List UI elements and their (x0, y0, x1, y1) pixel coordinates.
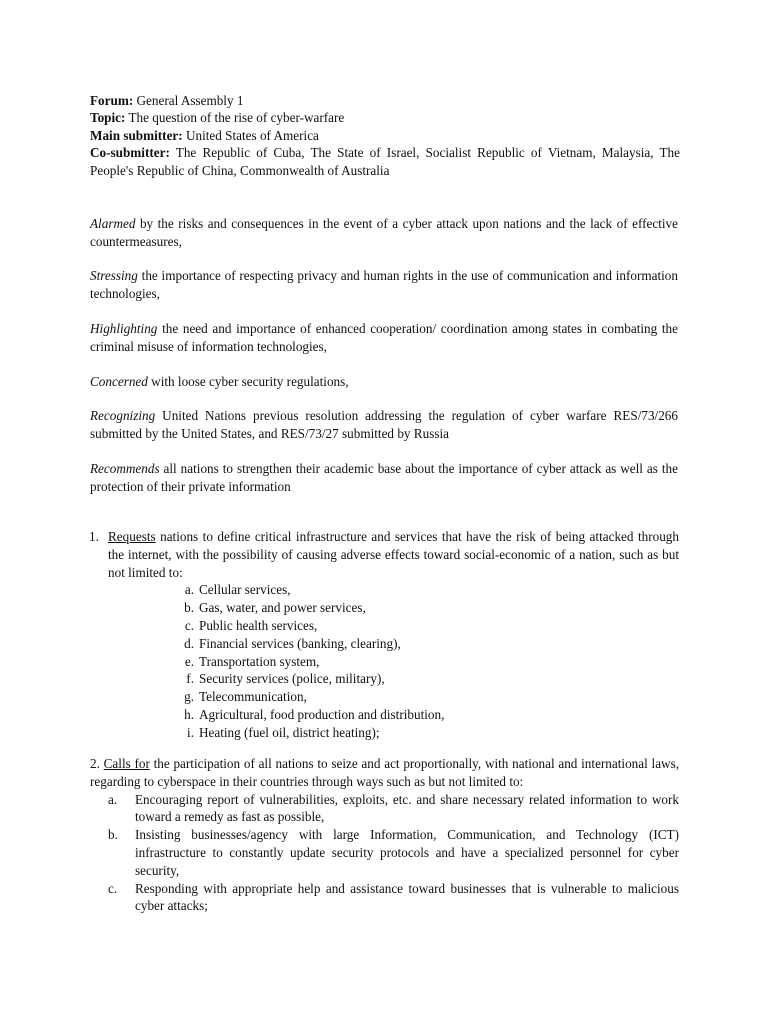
item-text: Heating (fuel oil, district heating); (199, 724, 380, 740)
item-marker: f. (186, 671, 194, 687)
list-item (108, 670, 679, 688)
item-text: Agricultural, food production and distribution, (199, 706, 445, 722)
clause-number: 1. (89, 529, 99, 544)
item-text: Cellular services, (199, 582, 291, 598)
clause-text: all nations to strengthen their academic base about the importance of cyber attack as well as the protection of their private information (90, 461, 678, 494)
item-marker: b. (184, 600, 194, 616)
item-marker: b. (108, 827, 118, 843)
clause-text: the need and importance of enhanced cooperation/ coordination among states in combating the criminal misuse of information technologies, (90, 321, 678, 354)
co-submitter-value: The Republic of Cuba, The State of Israel, Socialist Republic of Vietnam, Malaysia, The People's Republic of China, Commonwealth of Australia (90, 145, 680, 178)
preamble-clause-concerned (90, 373, 678, 391)
item-marker: c. (108, 880, 118, 896)
item-marker: i. (187, 724, 194, 740)
item-text: Responding with appropriate help and assistance toward businesses that is vulnerable to malicious cyber attacks; (135, 880, 679, 914)
clause-lead: Alarmed (90, 216, 136, 231)
item-marker: a. (108, 791, 118, 807)
list-item (108, 635, 679, 653)
list-item (108, 706, 679, 724)
item-text: Security services (police, military), (199, 671, 385, 687)
clause-number: 2. (90, 756, 100, 771)
forum-value: General Assembly 1 (136, 93, 244, 108)
clause-text-block (90, 755, 679, 791)
preamble-clause-recognizing (90, 407, 678, 443)
item-marker: h. (184, 706, 194, 722)
preamble-clause-highlighting (90, 320, 678, 356)
operative-clause-1 (89, 528, 679, 742)
list-item (108, 724, 679, 742)
clause-text: with loose cyber security regulations, (147, 374, 349, 389)
preamble-clause-alarmed (90, 215, 678, 251)
list-item (108, 653, 679, 671)
clause-lead: Concerned (90, 374, 148, 389)
clause-text-block (108, 528, 679, 581)
list-item (108, 617, 679, 635)
co-submitter-label: Co-submitter: (90, 145, 170, 161)
list-item (108, 581, 679, 599)
clause-lead: Highlighting (90, 321, 158, 336)
clause-lead: Calls for (103, 756, 150, 771)
operative-clause-2 (90, 755, 679, 915)
co-submitter-line (90, 144, 680, 179)
clause-text: the importance of respecting privacy and human rights in the use of communication and information technologies, (90, 268, 678, 301)
list-item (90, 826, 679, 879)
preamble-clause-stressing (90, 267, 678, 303)
list-item (108, 688, 679, 706)
item-text: Insisting businesses/agency with large Information, Communication, and Technology (ICT) infrastructure to constantly update security protocols and have a specialized personnel for cyber security, (135, 827, 679, 878)
main-submitter-line (90, 127, 680, 144)
main-submitter-value: United States of America (185, 127, 319, 143)
clause-body (108, 528, 679, 742)
clause-text: by the risks and consequences in the event of a cyber attack upon nations and the lack of effective countermeasures, (90, 216, 678, 249)
list-item (108, 599, 679, 617)
main-submitter-label: Main submitter: (90, 127, 183, 143)
list-item (90, 880, 679, 916)
clause-lead: Recognizing (90, 408, 156, 423)
clause-text: the participation of all nations to seize and act proportionally, with national and international laws, regarding to cyberspace in their countries through ways such as but not limited to: (90, 756, 679, 789)
item-marker: c. (184, 617, 194, 633)
list-item (90, 791, 679, 827)
clause-lead: Stressing (90, 268, 138, 283)
item-marker: e. (184, 653, 194, 669)
subclause-list (90, 791, 679, 916)
topic-line (90, 109, 680, 126)
item-text: Public health services, (199, 617, 318, 633)
clause-lead: Requests (108, 529, 156, 544)
subclause-list (108, 581, 679, 741)
item-marker: g. (184, 689, 194, 705)
clause-text: nations to define critical infrastructure and services that have the risk of being attacked through the internet, with the possibility of causing adverse effects toward social-economic of a nation, such as but not limited to: (108, 529, 679, 580)
item-text: Telecommunication, (199, 689, 307, 705)
resolution-header (90, 92, 680, 179)
item-text: Transportation system, (199, 653, 320, 669)
item-text: Financial services (banking, clearing), (199, 635, 401, 651)
forum-label: Forum: (90, 93, 134, 108)
item-text: Encouraging report of vulnerabilities, exploits, etc. and share necessary related information to work toward a remedy as fast as possible, (135, 791, 679, 825)
clause-lead: Recommends (90, 461, 160, 476)
clause-text: United Nations previous resolution addressing the regulation of cyber warfare RES/73/266 submitted by the United States, and RES/73/27 submitted by Russia (90, 408, 678, 441)
preamble-clause-recommends (90, 460, 678, 496)
topic-value: The question of the rise of cyber-warfare (128, 110, 345, 126)
item-marker: a. (184, 582, 194, 598)
item-marker: d. (184, 635, 194, 651)
item-text: Gas, water, and power services, (199, 600, 366, 616)
forum-line (90, 92, 680, 109)
topic-label: Topic: (90, 110, 126, 126)
